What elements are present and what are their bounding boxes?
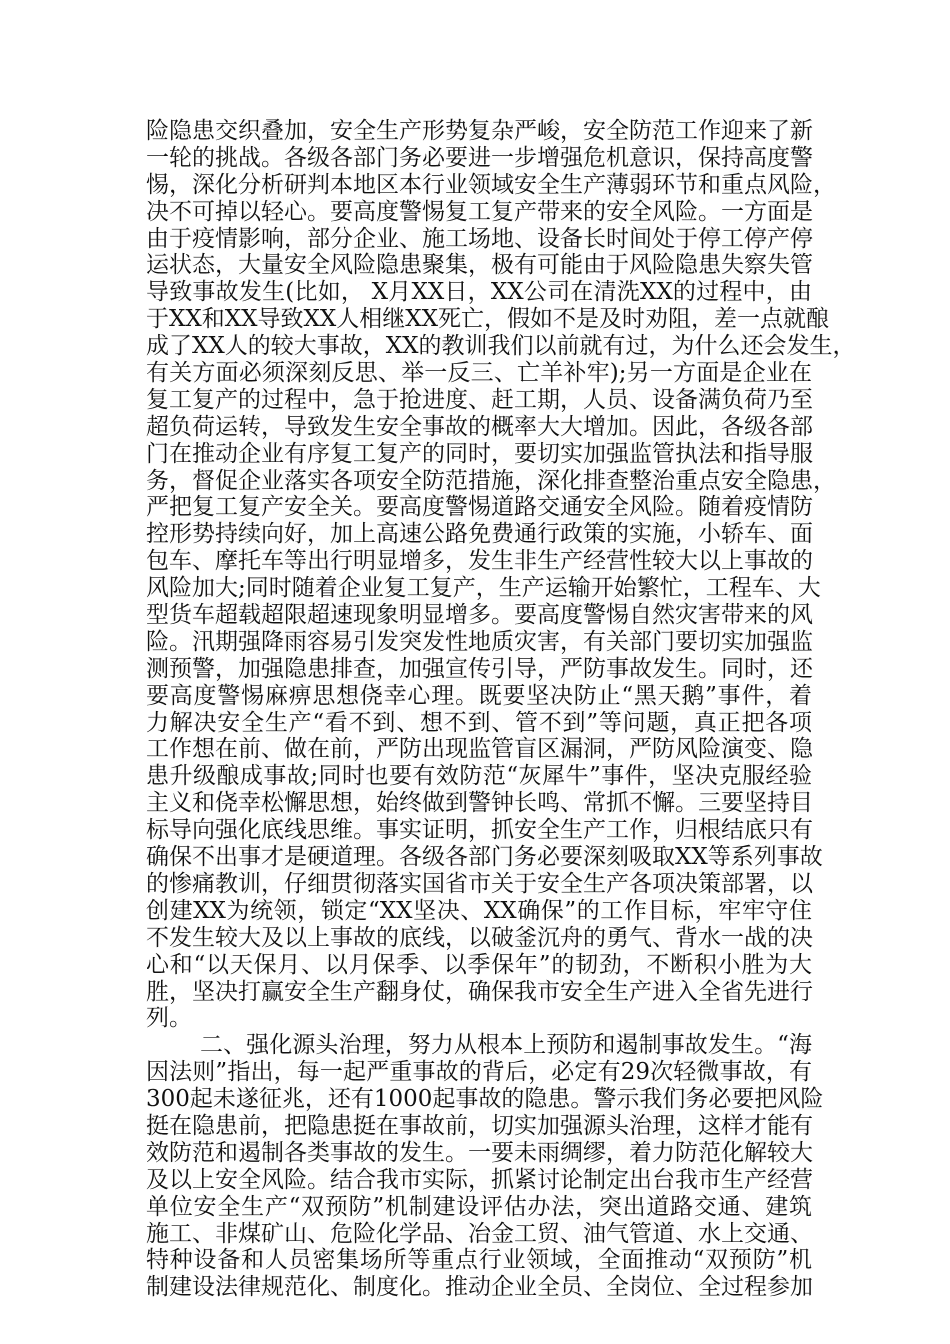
text-line: 列。	[146, 1005, 192, 1032]
text-line: 确保不出事才是硬道理。各级各部门务必要深刻吸取XX等系列事故	[146, 844, 823, 871]
text-line: 超负荷运转，导致发生安全事故的概率大大增加。因此，各级各部	[146, 413, 813, 440]
text-line: 务，督促企业落实各项安全防范措施，深化排查整治重点安全隐患，	[146, 467, 836, 494]
text-line: 运状态，大量安全风险隐患聚集，极有可能由于风险隐患失察失管	[146, 252, 813, 279]
text-line: 风险加大;同时随着企业复工复产，生产运输开始繁忙，工程车、大	[146, 575, 821, 602]
text-line: 一轮的挑战。各级各部门务必要进一步增强危机意识，保持高度警	[146, 144, 813, 171]
text-line: 包车、摩托车等出行明显增多，发生非生产经营性较大以上事故的	[146, 548, 813, 575]
text-line: 主义和侥幸松懈思想，始终做到警钟长鸣、常抓不懈。三要坚持目	[146, 790, 813, 817]
text-line: 决不可掉以轻心。要高度警惕复工复产带来的安全风险。一方面是	[146, 198, 813, 225]
text-line: 型货车超载超限超速现象明显增多。要高度警惕自然灾害带来的风	[146, 602, 813, 629]
text-line: 有关方面必须深刻反思、举一反三、亡羊补牢);另一方面是企业在	[146, 360, 812, 387]
text-line: 挺在隐患前，把隐患挺在事故前，切实加强源头治理，这样才能有	[146, 1112, 813, 1139]
text-line: 由于疫情影响，部分企业、施工场地、设备长时间处于停工停产停	[146, 225, 813, 252]
body-text	[146, 118, 856, 1301]
text-line: 单位安全生产“双预防”机制建设评估办法，突出道路交通、建筑	[146, 1193, 812, 1220]
text-line: 的惨痛教训，仔细贯彻落实国省市关于安全生产各项决策部署，以	[146, 870, 813, 897]
text-line: 门在推动企业有序复工复产的同时，要切实加强监管执法和指导服	[146, 440, 813, 467]
text-line: 严把复工复产安全关。要高度警惕道路交通安全风险。随着疫情防	[146, 494, 813, 521]
text-line: 因法则”指出，每一起严重事故的背后，必定有29次轻微事故，有	[146, 1059, 812, 1086]
text-line: 复工复产的过程中，急于抢进度、赶工期，人员、设备满负荷乃至	[146, 386, 813, 413]
text-line: 力解决安全生产“看不到、想不到、管不到”等问题，真正把各项	[146, 709, 812, 736]
text-line: 工作想在前、做在前，严防出现监管盲区漏洞，严防风险演变、隐	[146, 736, 813, 763]
text-line: 二、强化源头治理，努力从根本上预防和遏制事故发生。“海	[200, 1032, 812, 1059]
text-line: 制建设法律规范化、制度化。推动企业全员、全岗位、全过程参加	[146, 1274, 813, 1301]
text-line: 测预警，加强隐患排查，加强宣传引导，严防事故发生。同时，还	[146, 655, 813, 682]
text-line: 惕，深化分析研判本地区本行业领域安全生产薄弱环节和重点风险，	[146, 171, 836, 198]
text-line: 要高度警惕麻痹思想侥幸心理。既要坚决防止“黑天鹅”事件，着	[146, 682, 812, 709]
text-line: 险。汛期强降雨容易引发突发性地质灾害，有关部门要切实加强监	[146, 628, 813, 655]
text-line: 特种设备和人员密集场所等重点行业领域，全面推动“双预防”机	[146, 1247, 812, 1274]
text-line: 标导向强化底线思维。事实证明，抓安全生产工作，归根结底只有	[146, 817, 813, 844]
text-line: 控形势持续向好，加上高速公路免费通行政策的实施，小轿车、面	[146, 521, 813, 548]
text-line: 患升级酿成事故;同时也要有效防范“灰犀牛”事件，坚决克服经验	[146, 763, 812, 790]
text-line: 导致事故发生(比如， X月XX日，XX公司在清洗XX的过程中，由	[146, 279, 812, 306]
text-line: 成了XX人的较大事故，XX的教训我们以前就有过，为什么还会发生，	[146, 333, 856, 360]
text-line: 心和“以天保月、以月保季、以季保年”的韧劲，不断积小胜为大	[146, 951, 812, 978]
text-line: 300起未遂征兆，还有1000起事故的隐患。警示我们务必要把风险	[146, 1086, 824, 1113]
text-line: 于XX和XX导致XX人相继XX死亡，假如不是及时劝阻，差一点就酿	[146, 306, 829, 333]
text-line: 及以上安全风险。结合我市实际，抓紧讨论制定出台我市生产经营	[146, 1166, 813, 1193]
text-line: 不发生较大及以上事故的底线，以破釜沉舟的勇气、背水一战的决	[146, 924, 813, 951]
text-line: 胜，坚决打赢安全生产翻身仗，确保我市安全生产进入全省先进行	[146, 978, 813, 1005]
text-line: 创建XX为统领，锁定“XX坚决、XX确保”的工作目标，牢牢守住	[146, 897, 812, 924]
text-line: 施工、非煤矿山、危险化学品、冶金工贸、油气管道、水上交通、	[146, 1220, 813, 1247]
text-line: 险隐患交织叠加，安全生产形势复杂严峻，安全防范工作迎来了新	[146, 118, 813, 144]
text-line: 效防范和遏制各类事故的发生。一要未雨绸缪，着力防范化解较大	[146, 1139, 813, 1166]
